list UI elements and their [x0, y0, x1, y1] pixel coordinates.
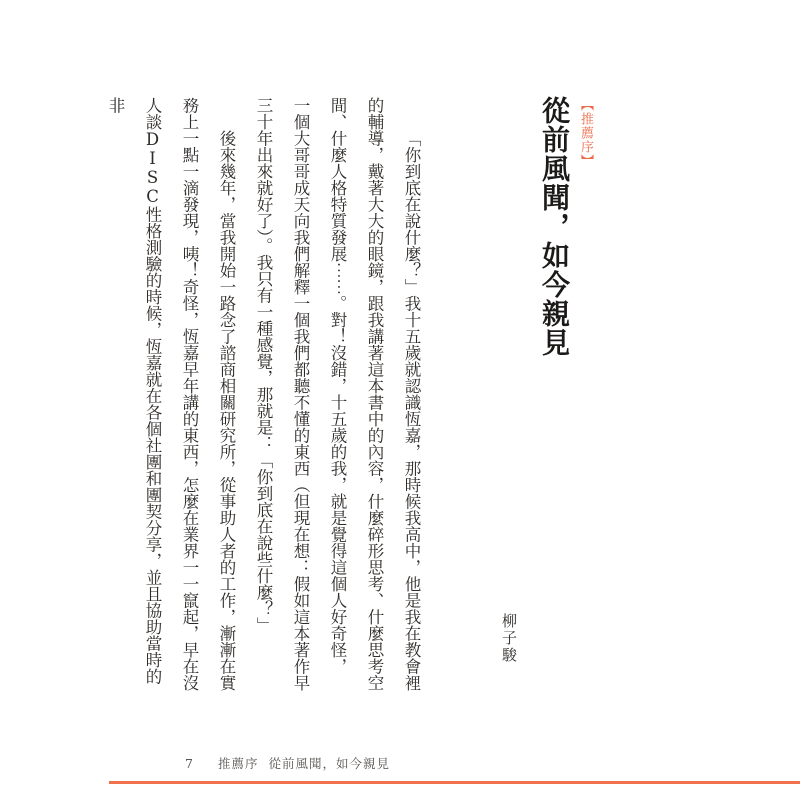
text-column: 一個大哥哥成天向我們解釋一個我們都聽不懂的東西（但現在想：假如這本著作早 [291, 97, 310, 691]
footer-accent-rule [109, 781, 800, 784]
text-column: 「你到底在說什麼？」我十五歲就認識恆嘉，那時候我高中，他是我在教會裡 [402, 130, 421, 691]
text-column: 的輔導，戴著大大的眼鏡，跟我講著這本書中的內容，什麼碎形思考、什麼思考空 [365, 97, 384, 691]
page-number: 7 [185, 756, 194, 771]
text-column: 三十年出來就好了）。我只有一種感覺，那就是：「你到底在說些什麼？」 [254, 97, 273, 634]
text-column: 後來幾年，當我開始一路念了諮商相關研究所，從事助人者的工作，漸漸在實 [217, 130, 236, 691]
footer-chapter-title: 從前風聞，如今親見 [268, 756, 390, 771]
text-column: 間、什麼人格特質發展⋯⋯。對！沒錯，十五歲的我，就是覺得這個人好奇怪， [328, 97, 347, 675]
category-label: 【推薦序】 [578, 98, 593, 168]
text-column: 人談DISC性格測驗的時候，恆嘉就在各個社團和團契分享，並且協助當時的非 [106, 97, 162, 685]
footer-section-label: 推薦序 [217, 756, 259, 771]
preface-body [106, 97, 430, 691]
text-column: 務上一點一滴發現，咦！奇怪，恆嘉早年講的東西，怎麼在業界一一竄起，早在沒 [180, 97, 199, 691]
author-name: 柳子駿 [500, 613, 518, 664]
chapter-heading [499, 96, 594, 696]
page-title: 從前風聞，如今親見 [538, 96, 571, 357]
page-footer [185, 754, 390, 772]
